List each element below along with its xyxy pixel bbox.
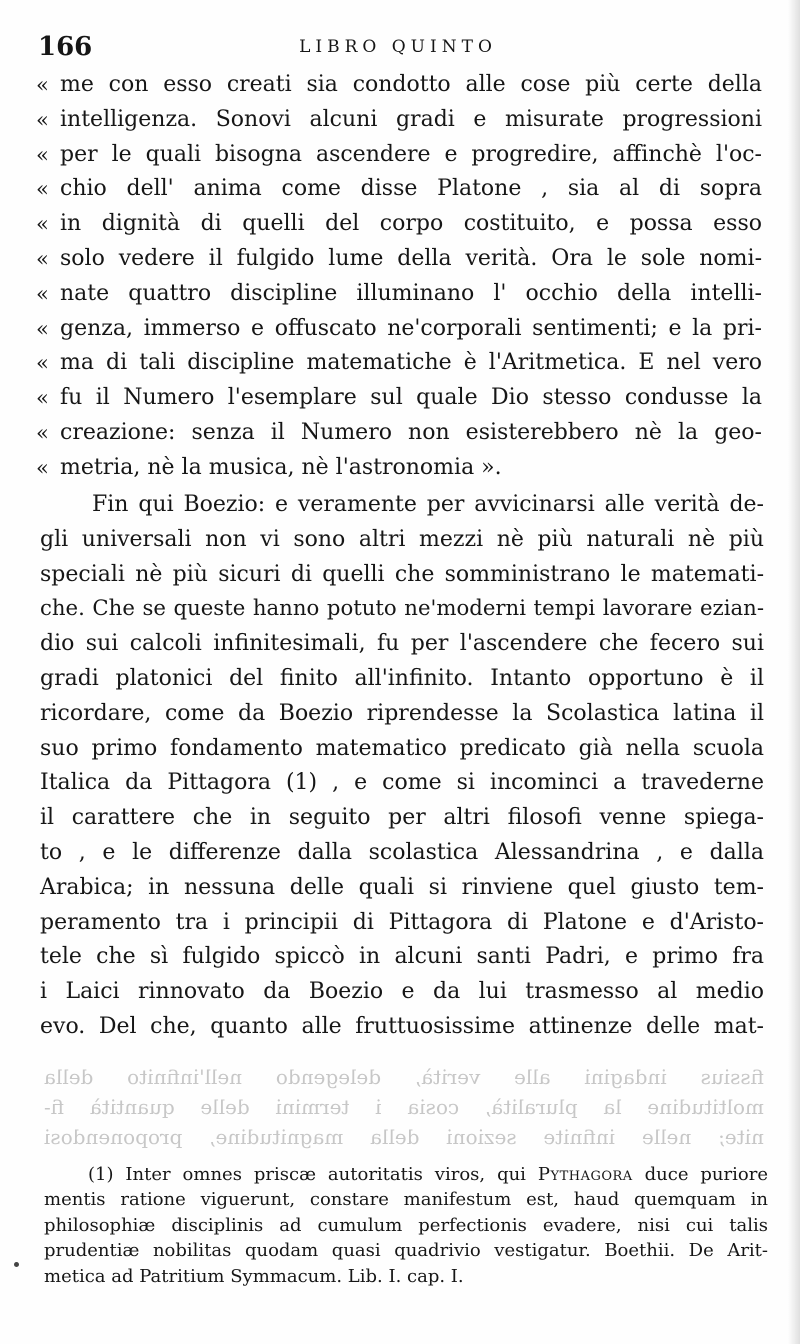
quote-line-text: nate quattro discipline illuminano l' occhio della intelli- [60, 280, 762, 306]
paragraph-line: tele che sì fulgido spiccò in alcuni santi Padri, e primo fra [40, 944, 764, 970]
quote-line [36, 172, 762, 207]
quote-mark: « [36, 142, 49, 167]
quoted-passage [36, 68, 762, 486]
quote-line [36, 103, 762, 138]
quote-line-text: solo vedere il fulgido lume della verità. Ora le sole nomi- [60, 245, 762, 271]
paragraph-line: il carattere che in seguito per altri filosofi venne spiega- [40, 805, 764, 831]
quote-mark: « [36, 351, 49, 376]
paragraph-line: Fin qui Boezio: e veramente per avvicinarsi alle verità de- [92, 492, 764, 517]
page-number: 166 [38, 32, 93, 62]
quote-mark: « [36, 455, 49, 480]
quote-mark: « [36, 212, 49, 237]
quote-line-text: chio dell' anima come disse Platone , sia al di sopra [60, 176, 762, 202]
footnote-smallcaps-name: Pythagora [537, 1164, 633, 1185]
paragraph-line: peramento tra i principii di Pittagora di Platone e d'Aristo- [40, 909, 764, 935]
quote-line [36, 138, 762, 173]
running-head: LIBRO QUINTO [299, 37, 497, 57]
quote-line [36, 416, 762, 451]
paragraph-line: Italica da Pittagora (1) , e come si incominci a travederne [40, 770, 764, 796]
paragraph-line: dio sui calcoli infinitesimali, fu per l'ascendere che fecero sui [40, 631, 764, 657]
footnote-line: philosophiæ disciplinis ad cumulum perfectionis evadere, nisi cui talis [44, 1214, 768, 1236]
quote-line-text: me con esso creati sia condotto alle cose più certe della [60, 72, 762, 97]
page-header [38, 30, 758, 64]
quote-line-text: creazione: senza il Numero non esisterebbero nè la geo- [60, 419, 762, 445]
footnote-line: mentis ratione viguerunt, constare manifestum est, haud quemquam in [44, 1189, 768, 1211]
paragraph-line: Arabica; in nessuna delle quali si rinviene quel giusto tem- [40, 874, 764, 900]
paragraph-line: evo. Del che, quanto alle fruttuosissime attinenze delle mat- [40, 1013, 764, 1039]
quote-line [36, 346, 762, 381]
footnote-line [44, 1162, 768, 1187]
paragraph-line: ricordare, come da Boezio riprendesse la Scolastica latina il [40, 700, 764, 726]
show-through-line: fissius indagini alle verità, delegendo nell'infinito della [44, 1065, 764, 1089]
footnote-line-tail: duce puriore [644, 1164, 768, 1185]
quote-line [36, 68, 762, 103]
quote-line-text: fu il Numero l'esemplare sul quale Dio stesso condusse la [60, 385, 762, 411]
quote-line [36, 381, 762, 416]
quote-line [36, 312, 762, 347]
quote-line-text: in dignità di quelli del corpo costituito, e possa esso [60, 211, 762, 237]
paragraph-line: suo primo fondamento matematico predicato già nella scuola [40, 735, 764, 761]
quote-mark: « [36, 107, 49, 132]
footnote-line-text: (1) Inter omnes priscæ autoritatis viros, qui [88, 1164, 526, 1185]
paragraph-line: gradi platonici del finito all'infinito. Intanto opportuno è il [40, 665, 764, 691]
show-through-line: nite; nelle infinite sezioni della magnitudine, proponendosi [44, 1125, 764, 1149]
page-edge-shadow [788, 0, 800, 1344]
footnote [44, 1162, 768, 1289]
quote-mark: « [36, 281, 49, 306]
paragraph-line: gli universali non vi sono altri mezzi nè più naturali nè più [40, 526, 764, 552]
quote-line [36, 451, 762, 486]
quote-line [36, 207, 762, 242]
footnote-line: prudentiæ nobilitas quodam quasi quadrivio vestigatur. Boethii. De Arit- [44, 1240, 768, 1262]
footnote-line: metica ad Patritium Symmacum. Lib. I. cap. I. [44, 1265, 464, 1287]
paragraph-line: speciali nè più sicuri di quelli che somministrano le matemati- [40, 561, 764, 587]
paragraph-line: to , e le differenze dalla scolastica Alessandrina , e dalla [40, 839, 764, 865]
margin-speck [14, 1262, 19, 1267]
quote-mark: « [36, 420, 49, 445]
quote-mark: « [36, 316, 49, 341]
quote-mark: « [36, 386, 49, 411]
show-through-text [44, 1062, 764, 1162]
paragraph-line: i Laici rinnovato da Boezio e da lui trasmesso al medio [40, 979, 764, 1005]
quote-line [36, 277, 762, 312]
body-paragraph [40, 488, 764, 1045]
quote-line-text: ma di tali discipline matematiche è l'Aritmetica. E nel vero [60, 350, 762, 376]
quote-line-text: per le quali bisogna ascendere e progredire, affinchè l'oc- [60, 141, 762, 167]
show-through-line: moltitudine la pluralità, cosia i termini delle quantità fi- [44, 1095, 764, 1119]
quote-line-text: genza, immerso e offuscato ne'corporali sentimenti; e la pri- [60, 315, 762, 341]
quote-mark: « [36, 73, 49, 97]
paragraph-line: che. Che se queste hanno potuto ne'moderni tempi lavorare ezian- [40, 596, 764, 622]
quote-mark: « [36, 177, 49, 202]
quote-line-text: metria, nè la musica, nè l'astronomia ». [60, 454, 502, 480]
quote-line [36, 242, 762, 277]
quote-line-text: intelligenza. Sonovi alcuni gradi e misurate progressioni [60, 106, 762, 132]
quote-mark: « [36, 246, 49, 271]
